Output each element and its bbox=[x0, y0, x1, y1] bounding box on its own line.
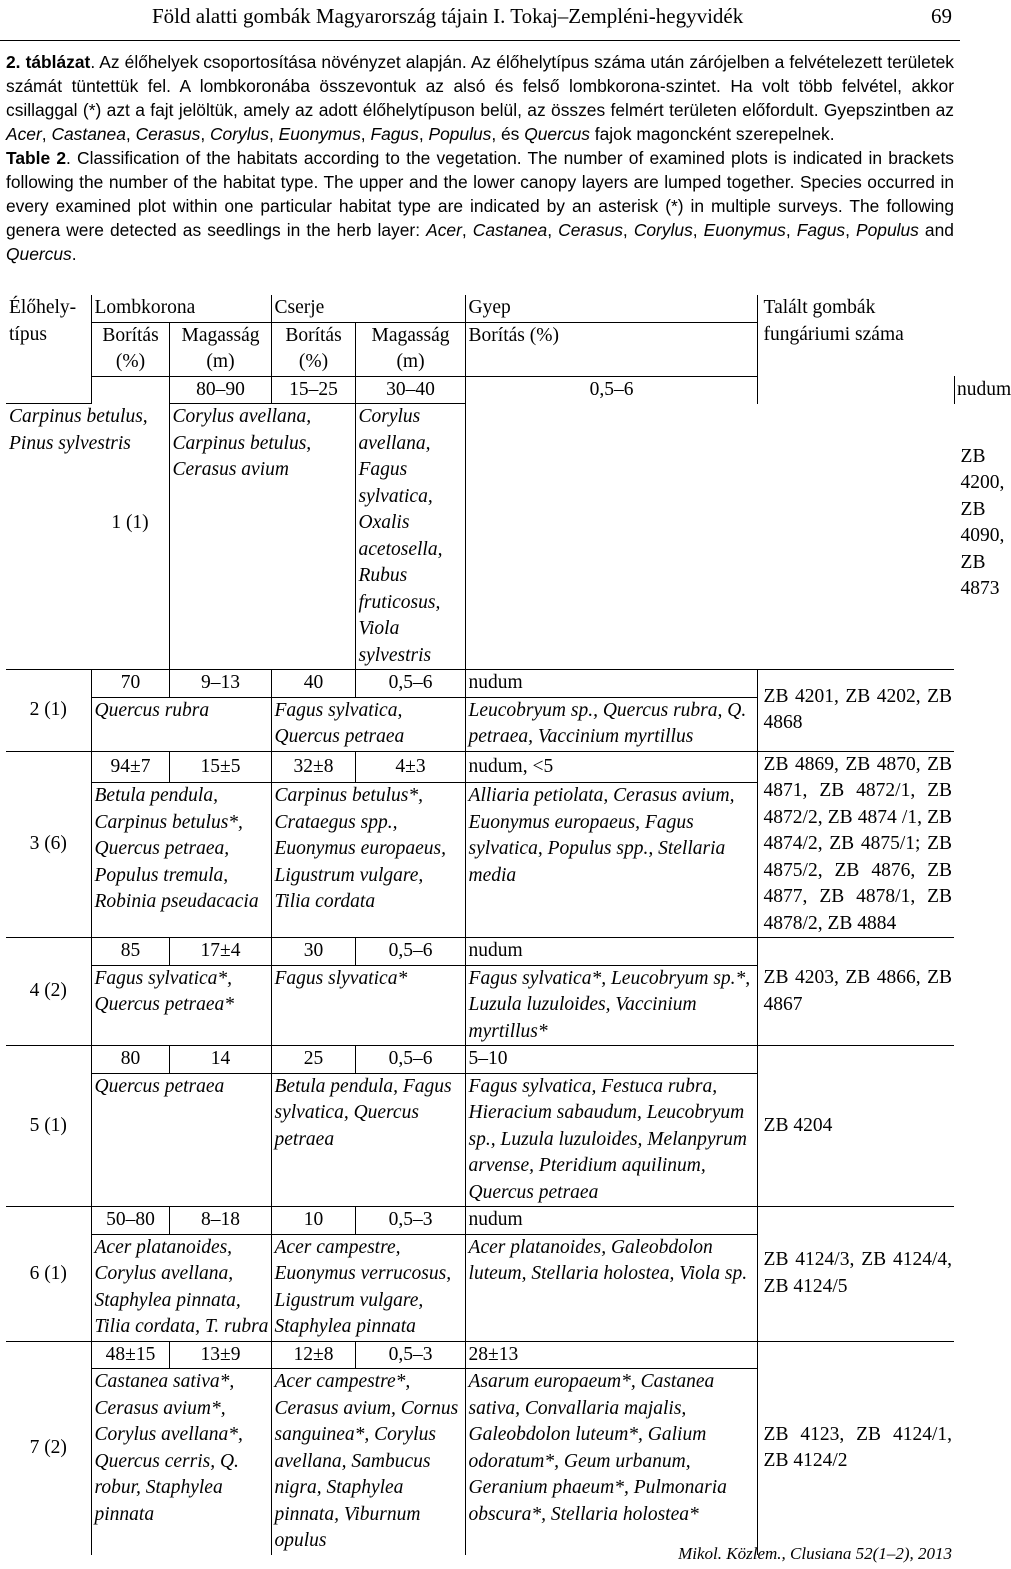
caption-hu-genera: Acer, Castanea, Cerasus, Corylus, Euonymus, Fagus, Populus, és Quercus bbox=[6, 124, 590, 144]
herb-cover: nudum, <5 bbox=[465, 751, 757, 783]
herb-cover: nudum bbox=[465, 938, 757, 966]
table-row bbox=[6, 670, 954, 698]
caption-hu-text-end: fajok magoncként szerepelnek. bbox=[589, 124, 835, 144]
genus-name: Quercus bbox=[6, 244, 72, 264]
canopy-species: Castanea sativa*, Cerasus avium*, Corylus avellana*, Quercus cerris, Q. robur, Staphylea pinnata bbox=[91, 1369, 271, 1555]
caption-hu-text: . Az élőhelyek csoportosítása növényzet alapján. Az élőhelytípus száma után zárójelben a felvételezett területek számát tüntettük fel. A lombkoronába összevontuk az alsó és felső lombkorona-szintet. Ha volt több felvétel, akkor csillaggal (*) azt a fajt jelöltük, amely az adott élőhelytípuson belül, az összes felmért területen előfordult. Gyepszintben az bbox=[6, 52, 954, 120]
habitat-type: 6 (1) bbox=[6, 1207, 91, 1342]
shrub-species: Corylus avellana, Carpinus betulus, Cerasus avium bbox=[169, 404, 355, 670]
shrub-species: Fagus sylvatica, Quercus petraea bbox=[271, 697, 465, 751]
shrub-height: 0,5–3 bbox=[355, 1341, 465, 1369]
header-fungi: Talált gombák fungáriumi száma bbox=[763, 297, 904, 345]
habitat-type: 2 (1) bbox=[6, 670, 91, 752]
fungarium-numbers: ZB 4204 bbox=[757, 1046, 954, 1207]
caption-en-label: Table 2 bbox=[6, 148, 66, 168]
shrub-height: 0,5–6 bbox=[355, 1046, 465, 1074]
caption-hu-label: 2. táblázat bbox=[6, 52, 91, 72]
shrub-cover: 30 bbox=[271, 938, 355, 966]
genus-name: Cerasus bbox=[135, 124, 201, 144]
header-canopy-cover: Borítás (%) bbox=[91, 322, 169, 376]
fungarium-numbers: ZB 4203, ZB 4866, ZB 4867 bbox=[757, 938, 954, 1046]
canopy-height: 14 bbox=[169, 1046, 271, 1074]
canopy-species: Quercus petraea bbox=[91, 1073, 271, 1207]
shrub-cover: 25 bbox=[271, 1046, 355, 1074]
genus-name: Cerasus bbox=[558, 220, 623, 240]
herb-cover: nudum bbox=[465, 670, 757, 698]
header-row-1 bbox=[6, 295, 954, 322]
fungarium-numbers: ZB 4869, ZB 4870, ZB 4871, ZB 4872/1, ZB 4872/2, ZB 4874 /1, ZB 4874/2, ZB 4875/1; ZB 4875/2, ZB 4876, ZB 4877, ZB 4878/1, ZB 4878/2, ZB 4884 bbox=[757, 751, 954, 938]
genus-name: Castanea bbox=[51, 124, 126, 144]
canopy-cover: 50–80 bbox=[91, 1207, 169, 1235]
canopy-height: 8–18 bbox=[169, 1207, 271, 1235]
canopy-height: 9–13 bbox=[169, 670, 271, 698]
shrub-cover: 32±8 bbox=[271, 751, 355, 783]
caption-en-text: . Classification of the habitats according to the vegetation. The number of examined plots is indicated in brackets following the number of the habitat type. The upper and the lower canopy layers are lumped together. Species occurred in every examined plot within one particular habitat type are indicated by an asterisk (*) in multiple surveys. The following genera were detected as seedlings in the herb layer: bbox=[6, 148, 954, 240]
running-title: Föld alatti gombák Magyarország tájain I. Tokaj–Zempléni-hegyvidék bbox=[152, 4, 744, 28]
shrub-species: Betula pendula, Fagus sylvatica, Quercus petraea bbox=[271, 1073, 465, 1207]
shrub-height: 0,5–3 bbox=[355, 1207, 465, 1235]
canopy-species: Fagus sylvatica*, Quercus petraea* bbox=[91, 965, 271, 1046]
shrub-height: 4±3 bbox=[355, 751, 465, 783]
fungarium-numbers: ZB 4124/3, ZB 4124/4, ZB 4124/5 bbox=[757, 1207, 954, 1342]
herb-species: Asarum europaeum*, Castanea sativa, Convallaria majalis, Galeobdolon luteum*, Galium odoratum*, Geum urbanum, Geranium phaeum*, Pulmonaria obscura*, Stellaria holostea* bbox=[465, 1369, 757, 1555]
habitat-type: 5 (1) bbox=[6, 1046, 91, 1207]
herb-species: Acer platanoides, Galeobdolon luteum, Stellaria holostea, Viola sp. bbox=[465, 1234, 757, 1341]
table-row-species bbox=[6, 404, 954, 670]
table-row bbox=[6, 1341, 954, 1369]
shrub-species: Acer campestre*, Cerasus avium, Cornus sanguinea*, Corylus avellana, Sambucus nigra, Staphylea pinnata, Viburnum opulus bbox=[271, 1369, 465, 1555]
genus-name: Corylus bbox=[210, 124, 269, 144]
herb-species: Leucobryum sp., Quercus rubra, Q. petraea, Vaccinium myrtillus bbox=[465, 697, 757, 751]
genus-name: Populus bbox=[856, 220, 919, 240]
genus-name: Fagus bbox=[796, 220, 846, 240]
header-shrub-cover: Borítás (%) bbox=[271, 322, 355, 376]
canopy-cover: 85 bbox=[91, 938, 169, 966]
header-habitat: Élőhely-típus bbox=[6, 295, 91, 404]
table-row bbox=[6, 751, 954, 783]
running-header bbox=[0, 0, 960, 41]
genus-name: Euonymus bbox=[278, 124, 361, 144]
genus-name: Castanea bbox=[472, 220, 548, 240]
table-caption bbox=[6, 50, 954, 266]
habitat-type: 3 (6) bbox=[6, 751, 91, 938]
fungarium-numbers: ZB 4201, ZB 4202, ZB 4868 bbox=[757, 670, 954, 752]
header-herb: Gyep bbox=[465, 295, 757, 322]
genus-name: Fagus bbox=[370, 124, 419, 144]
herb-species: Corylus avellana, Fagus sylvatica, Oxalis acetosella, Rubus fruticosus, Viola sylvestris bbox=[355, 404, 465, 670]
header-shrub: Cserje bbox=[271, 295, 465, 322]
canopy-height: 17±4 bbox=[169, 938, 271, 966]
header-herb-cover: Borítás (%) bbox=[465, 322, 757, 376]
canopy-height: 13±9 bbox=[169, 1341, 271, 1369]
canopy-species: Carpinus betulus, Pinus sylvestris bbox=[6, 404, 169, 670]
fungarium-numbers: ZB 4123, ZB 4124/1, ZB 4124/2 bbox=[757, 1341, 954, 1555]
genus-name: Populus bbox=[428, 124, 492, 144]
shrub-species: Carpinus betulus*, Crataegus spp., Euonymus europaeus, Ligustrum vulgare, Tilia cordata bbox=[271, 783, 465, 938]
shrub-species: Acer campestre, Euonymus verrucosus, Ligustrum vulgare, Staphylea pinnata bbox=[271, 1234, 465, 1341]
herb-cover: 5–10 bbox=[465, 1046, 757, 1074]
canopy-cover: 48±15 bbox=[91, 1341, 169, 1369]
genus-name: Acer bbox=[426, 220, 462, 240]
herb-species: Fagus sylvatica, Festuca rubra, Hieracium sabaudum, Leucobryum sp., Luzula luzuloides, Melanpyrum arvense, Pteridium aquilinum, Quercus petraea bbox=[465, 1073, 757, 1207]
habitat-type: 4 (2) bbox=[6, 938, 91, 1046]
herb-cover: nudum bbox=[465, 1207, 757, 1235]
page-number: 69 bbox=[931, 4, 952, 28]
canopy-height: 15–25 bbox=[271, 376, 355, 404]
shrub-cover: 40 bbox=[271, 670, 355, 698]
table-row: 1 (1) 80–90 15–25 30–40 0,5–6 nudum ZB 4200, ZB 4090, ZB 4873 bbox=[6, 376, 954, 404]
canopy-species: Betula pendula, Carpinus betulus*, Quercus petraea, Populus tremula, Robinia pseudacacia bbox=[91, 783, 271, 938]
herb-species: Alliaria petiolata, Cerasus avium, Euonymus europaeus, Fagus sylvatica, Populus spp., Stellaria media bbox=[465, 783, 757, 938]
canopy-cover: 80 bbox=[91, 1046, 169, 1074]
header-shrub-height: Magasság (m) bbox=[355, 322, 465, 376]
canopy-species: Quercus rubra bbox=[91, 697, 271, 751]
shrub-height: 0,5–6 bbox=[355, 938, 465, 966]
habitat-table bbox=[6, 295, 1011, 1555]
journal-footer: Mikol. Közlem., Clusiana 52(1–2), 2013 bbox=[678, 1544, 952, 1563]
shrub-species: Fagus slyvatica* bbox=[271, 965, 465, 1046]
caption-en-genera: Acer, Castanea, Cerasus, Corylus, Euonymus, Fagus, Populus and Quercus. bbox=[6, 220, 954, 264]
herb-cover: 28±13 bbox=[465, 1341, 757, 1369]
genus-name: Quercus bbox=[524, 124, 590, 144]
table-row bbox=[6, 1207, 954, 1235]
shrub-height: 0,5–6 bbox=[355, 670, 465, 698]
table-row bbox=[6, 938, 954, 966]
habitat-type: 1 (1) bbox=[91, 376, 169, 670]
header-canopy-height: Magasság (m) bbox=[169, 322, 271, 376]
habitat-type: 7 (2) bbox=[6, 1341, 91, 1555]
canopy-species: Acer platanoides, Corylus avellana, Staphylea pinnata, Tilia cordata, T. rubra bbox=[91, 1234, 271, 1341]
canopy-cover: 70 bbox=[91, 670, 169, 698]
canopy-height: 15±5 bbox=[169, 751, 271, 783]
shrub-cover: 30–40 bbox=[355, 376, 465, 404]
genus-name: Euonymus bbox=[703, 220, 786, 240]
genus-name: Acer bbox=[6, 124, 42, 144]
shrub-cover: 12±8 bbox=[271, 1341, 355, 1369]
canopy-cover: 80–90 bbox=[169, 376, 271, 404]
genus-name: Corylus bbox=[633, 220, 693, 240]
table-row bbox=[6, 1046, 954, 1074]
herb-species: Fagus sylvatica*, Leucobryum sp.*, Luzula luzuloides, Vaccinium myrtillus* bbox=[465, 965, 757, 1046]
shrub-cover: 10 bbox=[271, 1207, 355, 1235]
canopy-cover: 94±7 bbox=[91, 751, 169, 783]
header-canopy: Lombkorona bbox=[91, 295, 271, 322]
shrub-height: 0,5–6 bbox=[465, 376, 757, 404]
